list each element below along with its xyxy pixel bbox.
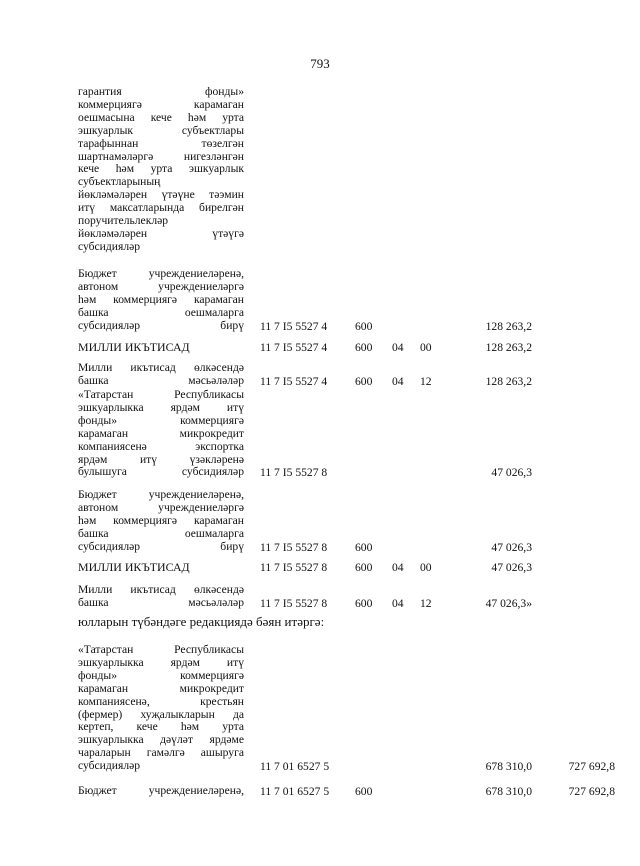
subsection-code: 12	[420, 596, 432, 610]
amount-year-1: 47 026,3»	[485, 596, 532, 610]
expense-type: 600	[355, 561, 373, 574]
budget-code: 11 7 I5 5527 8	[260, 596, 328, 610]
expense-type: 600	[355, 374, 373, 388]
description-line: фонды» коммерциягә	[78, 668, 244, 682]
description-line: компаниясенә, крестьян	[78, 694, 244, 708]
budget-code: 11 7 01 6527 5	[260, 785, 330, 798]
description-line: башка мәсьәләләр	[78, 373, 244, 387]
description-line: һәм коммерциягә карамаган	[78, 513, 244, 527]
description-line: «Татарстан Республикасы	[78, 643, 244, 656]
description-line: оешмасына кече һәм урта	[78, 110, 244, 124]
description-line: шартнамәләргә нигезләнгән	[78, 149, 244, 163]
description-line: эшкуарлыкка дәүләт ярдәме	[78, 733, 244, 747]
description-line: Милли икътисад өлкәсендә	[78, 583, 244, 596]
amount-year-2: 727 692,8	[568, 760, 615, 774]
description-line: башка оешмаларга	[78, 526, 244, 540]
row-description	[78, 584, 244, 610]
subsection-code: 12	[420, 374, 432, 388]
budget-code: 11 7 I5 5527 4	[260, 341, 328, 354]
budget-code: 11 7 I5 5527 4	[260, 374, 328, 388]
description-line: тарафыннан төзелгән	[78, 136, 244, 150]
description-line: йөкләмәләрен үтәүгә	[78, 226, 244, 240]
section-code: 04	[392, 596, 404, 610]
amount-year-1: 128 263,2	[485, 374, 532, 388]
amount-year-1: 47 026,3	[491, 561, 532, 574]
amount-year-1: 678 310,0	[485, 760, 532, 774]
description-line: субсидияләр	[78, 759, 141, 773]
description-line: (фермер) хуҗалыкларын да	[78, 707, 244, 721]
description-line: «Татарстан Республикасы	[78, 388, 244, 401]
budget-code: 11 7 I5 5527 8	[260, 466, 328, 480]
row-description	[78, 389, 244, 479]
description-line: МИЛЛИ ИКЪТИСАД	[78, 340, 190, 354]
description-line: субсидияләр бирү	[78, 539, 244, 553]
amount-year-1: 678 310,0	[485, 785, 532, 798]
row-description	[78, 268, 244, 333]
expense-type: 600	[355, 341, 373, 354]
description-line: Бюджет учреждениеләренә,	[78, 267, 244, 280]
description-line: карамаган микрокредит	[78, 681, 244, 695]
description-line: эшкуарлыкка ярдәм итү	[78, 655, 244, 669]
section-code: 04	[392, 341, 404, 354]
expense-type: 600	[355, 596, 373, 610]
section-code: 04	[392, 561, 404, 574]
description-line: поручительлекләр	[78, 214, 169, 228]
section-code: 04	[392, 374, 404, 388]
description-line: кертеп, кече һәм урта	[78, 720, 244, 734]
description-line: Бюджет учреждениеләренә,	[78, 784, 244, 797]
expense-type: 600	[355, 540, 373, 554]
description-line: фонды» коммерциягә	[78, 413, 244, 427]
description-line: эшкуарлыкка ярдәм итү	[78, 400, 244, 414]
description-line: Милли икътисад өлкәсендә	[78, 361, 244, 374]
description-line: субъектларының	[78, 175, 161, 189]
description-line: итү максатларында бирелгән	[78, 201, 244, 215]
description-line: коммерциягә карамаган	[78, 97, 244, 111]
description-line: йөкләмәләрен үтәүне тәэмин	[78, 188, 244, 202]
description-line: башка мәсьәләләр	[78, 595, 244, 609]
subsection-code: 00	[420, 561, 432, 574]
expense-type: 600	[355, 785, 373, 798]
description-line: субсидияләр бирү	[78, 318, 244, 332]
row-description	[78, 362, 244, 388]
description-line: гарантия фонды»	[78, 85, 244, 98]
amount-year-1: 128 263,2	[485, 319, 532, 333]
description-line: автоном учреждениеләргә	[78, 500, 244, 514]
description-line: субсидияләр	[78, 239, 141, 253]
page-number: 793	[310, 56, 330, 71]
description-line: чараларын гамәлгә ашыруга	[78, 746, 244, 760]
amount-year-2: 727 692,8	[568, 785, 615, 798]
row-description	[78, 489, 244, 554]
budget-code: 11 7 I5 5527 4	[260, 319, 328, 333]
description-line: һәм коммерциягә карамаган	[78, 292, 244, 306]
row-description	[78, 785, 244, 798]
description-line: автоном учреждениеләргә	[78, 279, 244, 293]
description-line: эшкуарлык субъектлары	[78, 123, 244, 137]
amount-year-1: 47 026,3	[491, 466, 532, 480]
description-line: Бюджет учреждениеләренә,	[78, 488, 244, 501]
description-line: булышуга субсидияләр	[78, 465, 244, 479]
budget-code: 11 7 I5 5527 8	[260, 540, 328, 554]
budget-code: 11 7 01 6527 5	[260, 760, 330, 774]
row-description	[78, 561, 244, 574]
amount-year-1: 47 026,3	[491, 540, 532, 554]
budget-code: 11 7 I5 5527 8	[260, 561, 328, 574]
row-description	[78, 341, 244, 354]
description-line: МИЛЛИ ИКЪТИСАД	[78, 560, 190, 574]
description-line: компаниясенә экспортка	[78, 439, 244, 453]
section-title: юлларын түбәндәге редакциядә бәян итәргә:	[78, 614, 325, 629]
amount-year-1: 128 263,2	[485, 341, 532, 354]
row-description	[78, 644, 244, 773]
row-description	[78, 86, 244, 254]
description-line: карамаган микрокредит	[78, 426, 244, 440]
expense-type: 600	[355, 319, 373, 333]
description-line: ярдәм итү үзәкләренә	[78, 452, 244, 466]
description-line: кече һәм урта эшкуарлык	[78, 162, 244, 176]
description-line: башка оешмаларга	[78, 305, 244, 319]
subsection-code: 00	[420, 341, 432, 354]
